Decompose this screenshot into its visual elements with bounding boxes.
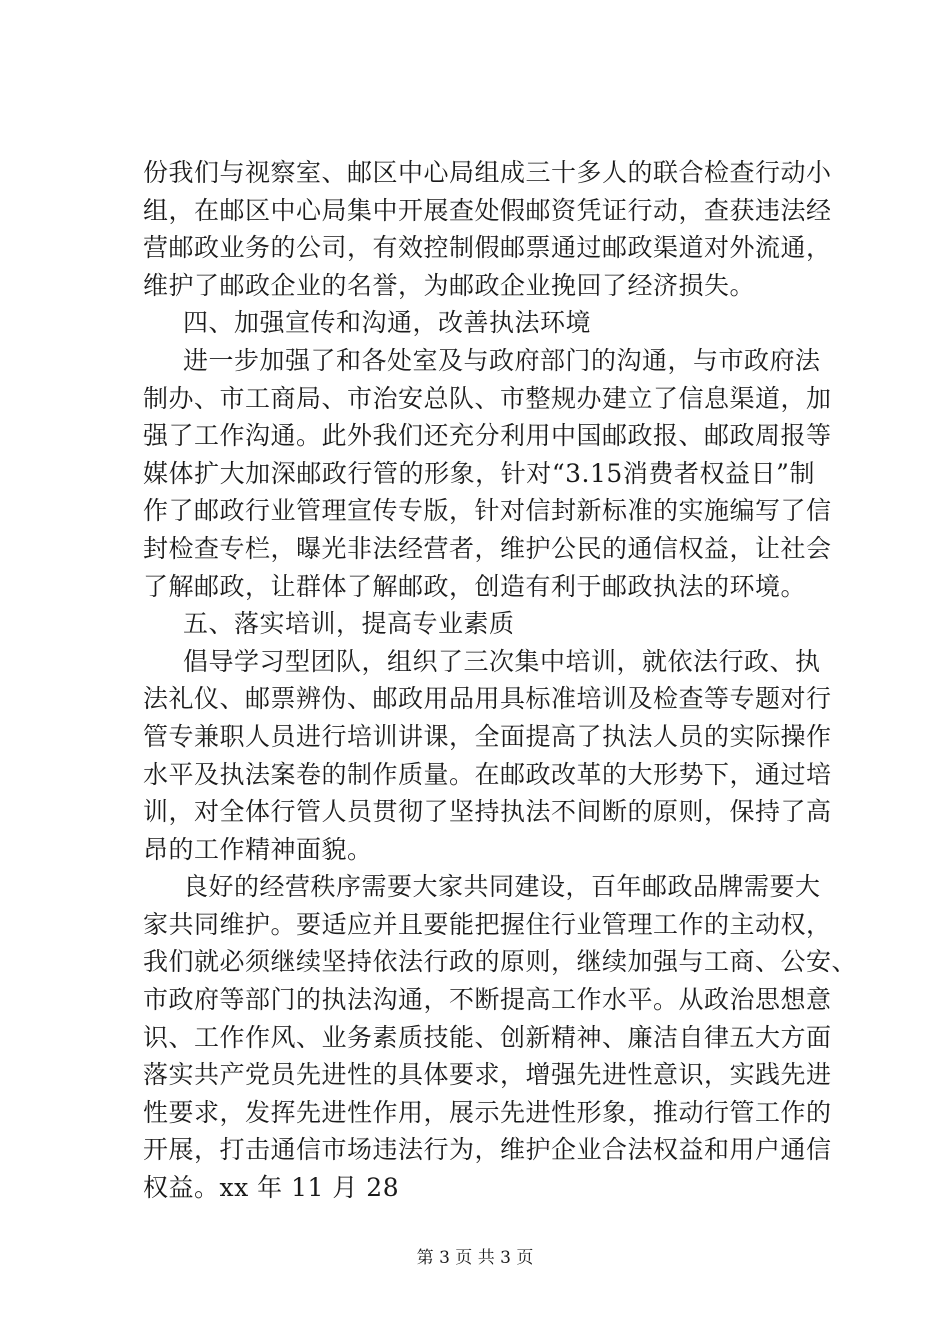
text-line: 性要求，发挥先进性作用，展示先进性形象，推动行管工作的 [143,1097,832,1127]
document-body [143,154,858,1207]
text-line: 组，在邮区中心局集中开展查处假邮资凭证行动，查获违法经 [143,195,832,225]
text-line: 权益。xx 年 11 月 28 [143,1173,400,1203]
text-line: 市政府等部门的执法沟通，不断提高工作水平。从政治思想意 [143,985,832,1015]
text-line: 落实共产党员先进性的具体要求，增强先进性意识，实践先进 [143,1060,832,1090]
text-line: 我们就必须继续坚持依法行政的原则，继续加强与工商、公安、 [143,947,858,977]
text-line: 法礼仪、邮票辨伪、邮政用品用具标准培训及检查等专题对行 [143,684,832,714]
text-line: 作了邮政行业管理宣传专版，针对信封新标准的实施编写了信 [143,496,832,526]
page-footer: 第 3 页 共 3 页 [416,1248,534,1268]
text-line: 强了工作沟通。此外我们还充分利用中国邮政报、邮政周报等 [143,421,832,451]
text-line: 四、加强宣传和沟通，改善执法环境 [183,308,592,338]
text-line: 媒体扩大加深邮政行管的形象，针对“3.15消费者权益日”制 [143,458,815,488]
text-line: 训，对全体行管人员贯彻了坚持执法不间断的原则，保持了高 [143,797,832,827]
text-line: 份我们与视察室、邮区中心局组成三十多人的联合检查行动小 [143,158,832,187]
text-line: 开展，打击通信市场违法行为，维护企业合法权益和用户通信 [143,1135,832,1165]
text-line: 识、工作作风、业务素质技能、创新精神、廉洁自律五大方面 [143,1022,832,1052]
text-line: 进一步加强了和各处室及与政府部门的沟通，与市政府法 [183,345,821,375]
text-line: 封检查专栏，曝光非法经营者，维护公民的通信权益，让社会 [143,533,832,563]
text-line: 良好的经营秩序需要大家共同建设，百年邮政品牌需要大 [183,872,821,902]
text-line: 水平及执法案卷的制作质量。在邮政改革的大形势下，通过培 [143,759,832,789]
text-line: 维护了邮政企业的名誉，为邮政企业挽回了经济损失。 [143,270,756,300]
text-line: 营邮政业务的公司，有效控制假邮票通过邮政渠道对外流通， [143,233,832,263]
text-line: 昂的工作精神面貌。 [143,834,373,864]
text-line: 管专兼职人员进行培训讲课，全面提高了执法人员的实际操作 [143,721,832,751]
text-line: 制办、市工商局、市治安总队、市整规办建立了信息渠道，加 [143,383,832,413]
text-line: 家共同维护。要适应并且要能把握住行业管理工作的主动权， [143,909,832,939]
text-line: 倡导学习型团队，组织了三次集中培训，就依法行政、执 [183,646,821,676]
text-line: 了解邮政，让群体了解邮政，创造有利于邮政执法的环境。 [143,571,807,601]
text-line: 五、落实培训，提高专业素质 [183,609,515,639]
